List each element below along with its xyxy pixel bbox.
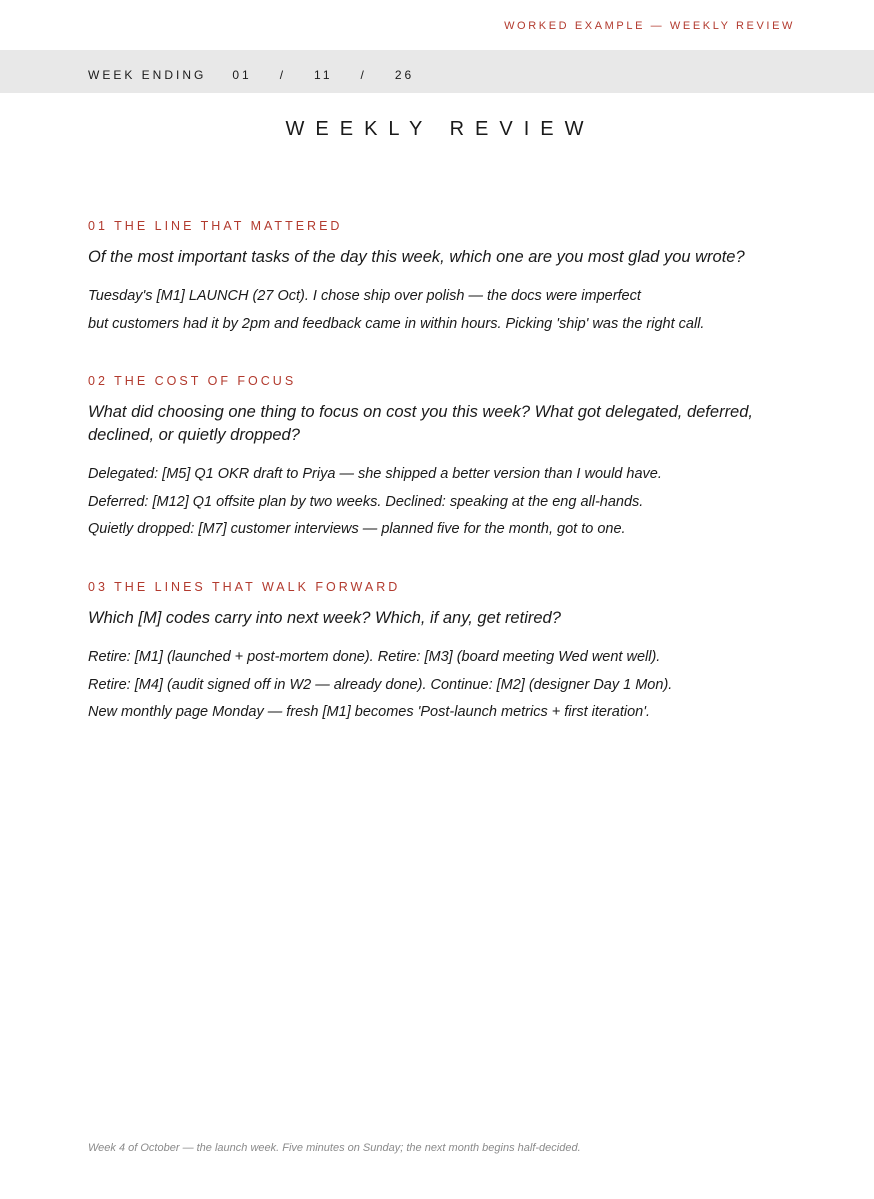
section-heading: 01 THE LINE THAT MATTERED [88,219,343,233]
section-answer [88,283,788,338]
answer-line: Retire: [M1] (launched + post-mortem done). Retire: [M3] (board meeting Wed went well). [88,649,661,665]
date-separator: / [279,68,287,82]
week-ending-row [88,68,414,82]
section-heading: 02 THE COST OF FOCUS [88,374,297,388]
section-lines-that-walk-forward [88,580,788,727]
section-heading: 03 THE LINES THAT WALK FORWARD [88,580,401,594]
footer-note: Week 4 of October — the launch week. Five minutes on Sunday; the next month begins half-decided. [88,1142,581,1154]
section-question: Of the most important tasks of the day this week, which one are you most glad you wrote? [88,248,745,266]
worked-example-label: WORKED EXAMPLE — WEEKLY REVIEW [504,20,795,32]
section-answer [88,644,788,727]
answer-line: Tuesday's [M1] LAUNCH (27 Oct). I chose ship over polish — the docs were imperfect [88,288,641,304]
week-ending-day: 01 [232,68,252,82]
answer-line: New monthly page Monday — fresh [M1] becomes 'Post-launch metrics + first iteration'. [88,704,651,720]
answer-line: Retire: [M4] (audit signed off in W2 — already done). Continue: [M2] (designer Day 1 Mon). [88,676,673,693]
answer-line: Deferred: [M12] Q1 offsite plan by two weeks. Declined: speaking at the eng all-hands. [88,493,644,510]
week-ending-year: 26 [394,68,415,82]
answer-line: Delegated: [M5] Q1 OKR draft to Priya — she shipped a better version than I would have. [88,466,662,482]
section-answer [88,461,788,544]
week-ending-label: WEEK ENDING [88,68,207,82]
week-ending-month: 11 [314,68,333,82]
section-question: What did choosing one thing to focus on cost you this week? What got delegated, deferred, declined, or quietly dropped? [88,403,753,444]
answer-line: Quietly dropped: [M7] customer interviews — planned five for the month, got to one. [88,521,626,537]
answer-line: but customers had it by 2pm and feedback came in within hours. Picking 'ship' was the right call. [88,315,705,332]
section-cost-of-focus [88,374,788,544]
page-title: WEEKLY REVIEW [285,118,595,140]
section-question: Which [M] codes carry into next week? Which, if any, get retired? [88,609,561,627]
section-line-that-mattered [88,219,788,338]
date-separator: / [360,68,367,82]
